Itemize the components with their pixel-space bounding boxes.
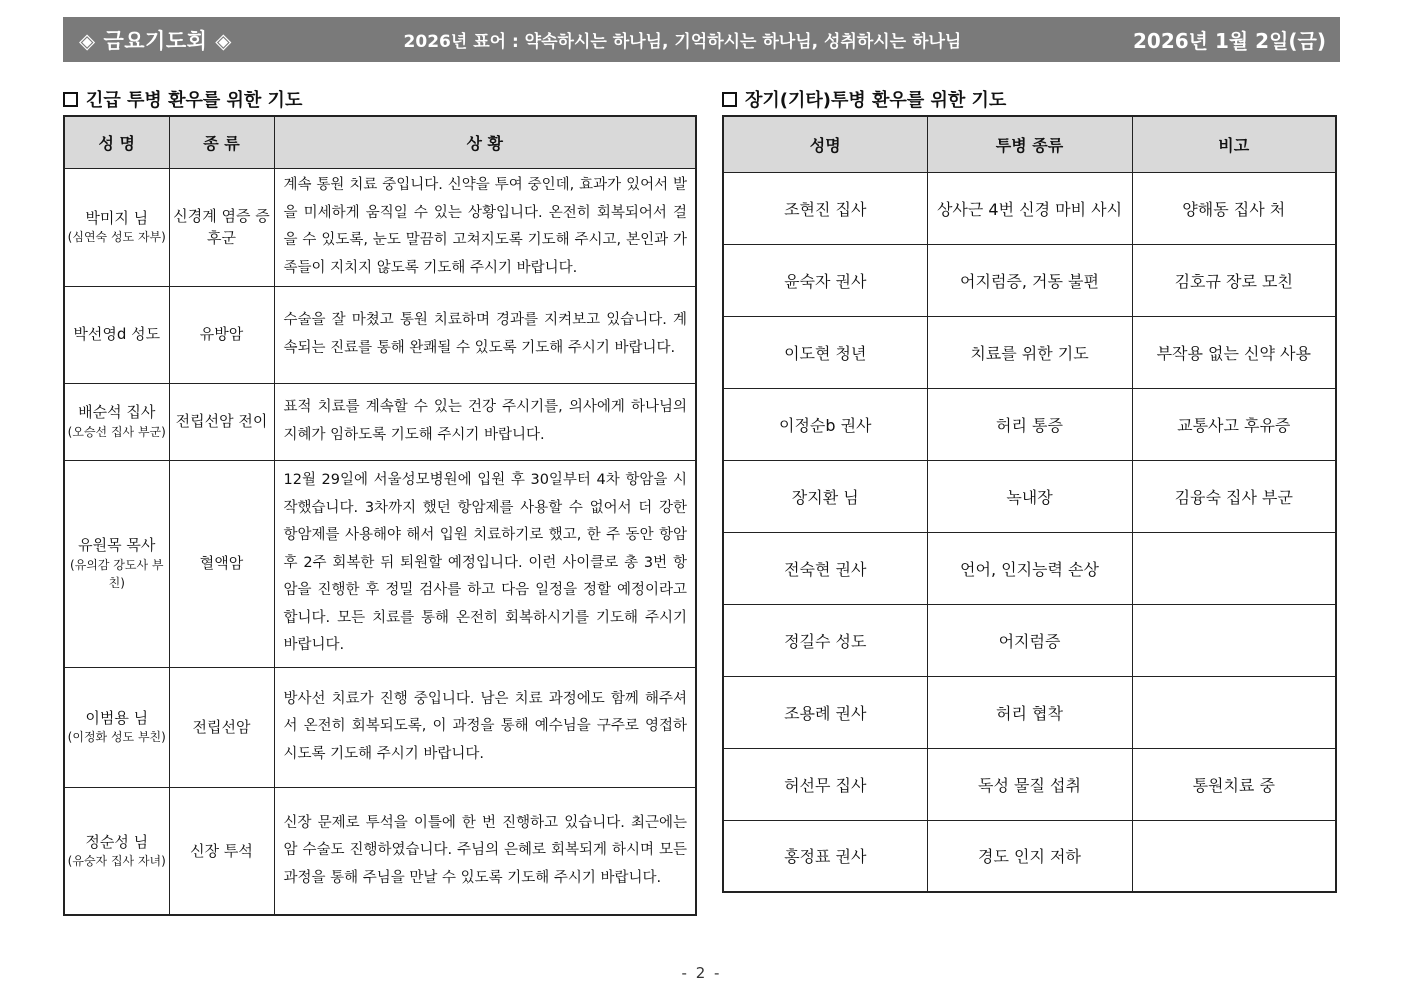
page-number: - 2 - [681, 964, 722, 982]
patient-name: 조현진 집사 [723, 172, 927, 244]
note: 김호규 장로 모친 [1132, 244, 1336, 316]
patient-relation: (유숭자 집사 자녀) [67, 853, 166, 868]
table-row [723, 316, 1336, 388]
patient-relation: (이정화 성도 부친) [67, 730, 166, 745]
urgent-prayer-table [63, 115, 697, 916]
table-row [64, 286, 696, 383]
patient-name-cell [64, 383, 169, 460]
status-text: 수술을 잘 마쳤고 통원 치료하며 경과를 지켜보고 있습니다. 계속되는 진료를 통해 완쾌될 수 있도록 기도해 주시기 바랍니다. [274, 286, 696, 383]
patient-name: 배순석 집사 [78, 403, 156, 422]
patient-name: 장지환 님 [723, 460, 927, 532]
patient-name-cell [64, 460, 169, 667]
column-header-status: 상 황 [274, 116, 696, 168]
illness-type: 경도 인지 저하 [927, 820, 1132, 892]
table-row [64, 383, 696, 460]
year-motto: 2026년 표어 : 약속하시는 하나님, 기억하시는 하나님, 성취하시는 하나님 [403, 32, 962, 52]
table-row [64, 787, 696, 915]
patient-name: 정순성 님 [85, 832, 149, 851]
patient-name: 박미지 님 [85, 208, 149, 227]
patient-name: 이정순b 권사 [723, 388, 927, 460]
patient-name: 윤숙자 권사 [723, 244, 927, 316]
table-row [64, 168, 696, 286]
note [1132, 676, 1336, 748]
urgent-section-title [63, 86, 302, 112]
note: 부작용 없는 신약 사용 [1132, 316, 1336, 388]
patient-name-cell [64, 286, 169, 383]
table-row [723, 748, 1336, 820]
note [1132, 820, 1336, 892]
patient-name-cell [64, 787, 169, 915]
note: 양해동 집사 처 [1132, 172, 1336, 244]
patient-name: 허선무 집사 [723, 748, 927, 820]
illness-type: 어지럼증 [927, 604, 1132, 676]
patient-name-cell [64, 667, 169, 787]
patient-name: 유원목 목사 [78, 536, 156, 555]
status-text: 계속 통원 치료 중입니다. 신약을 투여 중인데, 효과가 있어서 발을 미세하게 움직일 수 있는 상황입니다. 온전히 회복되어서 걸을 수 있도록, 눈도 말끔히 고쳐지도록 기도해 주시고, 본인과 가족들이 지치지 않도록 기도해 주시기 바랍니다. [274, 168, 696, 286]
patient-name: 조용례 권사 [723, 676, 927, 748]
table-row [723, 460, 1336, 532]
illness-type: 허리 협착 [927, 676, 1132, 748]
column-header-note: 비고 [1132, 116, 1336, 172]
illness-type: 치료를 위한 기도 [927, 316, 1132, 388]
illness-type: 유방암 [169, 286, 274, 383]
longterm-prayer-table [722, 115, 1337, 893]
note: 통원치료 중 [1132, 748, 1336, 820]
illness-type: 상사근 4번 신경 마비 사시 [927, 172, 1132, 244]
patient-name: 박선영d 성도 [73, 325, 161, 344]
table-row [723, 676, 1336, 748]
status-text: 방사선 치료가 진행 중입니다. 남은 치료 과정에도 함께 해주셔서 온전히 회복되도록, 이 과정을 통해 예수님을 구주로 영접하시도록 기도해 주시기 바랍니다. [274, 667, 696, 787]
column-header-name: 성 명 [64, 116, 169, 168]
status-text: 표적 치료를 계속할 수 있는 건강 주시기를, 의사에게 하나님의 지혜가 임하도록 기도해 주시기 바랍니다. [274, 383, 696, 460]
patient-relation: (오승선 집사 부군) [67, 424, 166, 439]
service-date: 2026년 1월 2일(금) [1133, 29, 1326, 53]
patient-name-cell [64, 168, 169, 286]
status-text: 신장 문제로 투석을 이틀에 한 번 진행하고 있습니다. 최근에는 암 수술도 진행하였습니다. 주님의 은혜로 회복되게 하시며 모든 과정을 통해 주님을 만날 수 있도록 기도해 주시기 바랍니다. [274, 787, 696, 915]
patient-name: 전숙현 권사 [723, 532, 927, 604]
illness-type: 전립선암 [169, 667, 274, 787]
table-row [64, 460, 696, 667]
column-header-name: 성명 [723, 116, 927, 172]
page-title: ◈ 금요기도회 ◈ [79, 28, 232, 53]
status-text: 12월 29일에 서울성모병원에 입원 후 30일부터 4차 항암을 시작했습니다. 3차까지 했던 항암제를 사용할 수 없어서 더 강한 항암제를 사용해야 해서 입원 치료하기로 했고, 한 주 동안 항암 후 2주 회복한 뒤 퇴원할 예정입니다. 이런 사이클로 총 3번 항암을 진행한 후 정밀 검사를 하고 다음 일정을 정할 예정이라고 합니다. 모든 치료를 통해 온전히 회복하시기를 기도해 주시기 바랍니다. [274, 460, 696, 667]
illness-type: 어지럼증, 거동 불편 [927, 244, 1132, 316]
patient-relation: (유의감 강도사 부친) [70, 557, 164, 590]
longterm-section-title [722, 86, 1006, 112]
table-row [64, 667, 696, 787]
checkbox-square-icon [722, 92, 737, 107]
column-header-type: 종 류 [169, 116, 274, 168]
table-row [723, 820, 1336, 892]
illness-type: 혈액암 [169, 460, 274, 667]
illness-type: 신경계 염증 증후군 [169, 168, 274, 286]
patient-name: 이도현 청년 [723, 316, 927, 388]
patient-name: 이범용 님 [85, 708, 149, 727]
column-header-illness: 투병 종류 [927, 116, 1132, 172]
table-header-row [64, 116, 696, 168]
table-row [723, 172, 1336, 244]
illness-type: 언어, 인지능력 손상 [927, 532, 1132, 604]
note [1132, 604, 1336, 676]
urgent-section-label: 긴급 투병 환우를 위한 기도 [86, 90, 303, 111]
note: 교통사고 후유증 [1132, 388, 1336, 460]
illness-type: 독성 물질 섭취 [927, 748, 1132, 820]
checkbox-square-icon [63, 92, 78, 107]
illness-type: 허리 통증 [927, 388, 1132, 460]
table-row [723, 604, 1336, 676]
note [1132, 532, 1336, 604]
longterm-section-label: 장기(기타)투병 환우를 위한 기도 [745, 90, 1007, 111]
illness-type: 녹내장 [927, 460, 1132, 532]
patient-name: 정길수 성도 [723, 604, 927, 676]
table-header-row [723, 116, 1336, 172]
table-row [723, 244, 1336, 316]
note: 김융숙 집사 부군 [1132, 460, 1336, 532]
header-bar [63, 17, 1340, 62]
table-row [723, 532, 1336, 604]
patient-name: 홍정표 권사 [723, 820, 927, 892]
table-row [723, 388, 1336, 460]
patient-relation: (심연숙 성도 자부) [67, 230, 166, 245]
illness-type: 신장 투석 [169, 787, 274, 915]
illness-type: 전립선암 전이 [169, 383, 274, 460]
